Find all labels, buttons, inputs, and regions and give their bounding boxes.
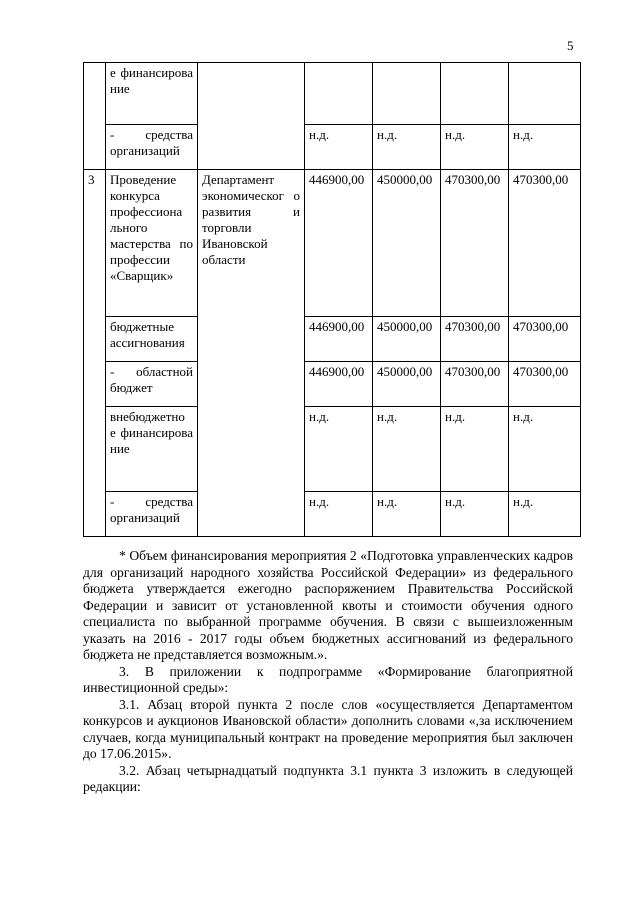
- row-name-cell: е финансирова ние: [106, 63, 198, 125]
- value-cell: 470300,00: [441, 362, 509, 407]
- value-cell: 450000,00: [373, 170, 441, 317]
- value-cell: 470300,00: [441, 170, 509, 317]
- value-cell: 470300,00: [509, 170, 581, 317]
- value-cell: н.д.: [373, 407, 441, 492]
- value-cell: н.д.: [441, 407, 509, 492]
- value-cell: н.д.: [305, 492, 373, 537]
- page-number: 5: [567, 38, 574, 53]
- value-cell: 446900,00: [305, 362, 373, 407]
- financing-table: [83, 62, 581, 537]
- value-cell: н.д.: [305, 125, 373, 170]
- row-name-cell: Проведение конкурса профессиона льного мастерства по профессии «Сварщик»: [106, 170, 198, 317]
- department-cell: Департамент экономическог о развития и торговли Ивановской области: [198, 170, 305, 537]
- value-cell: [441, 63, 509, 125]
- value-cell: 450000,00: [373, 317, 441, 362]
- amendment-paragraph-3-1: 3.1. Абзац второй пункта 2 после слов «осуществляется Департаментом конкурсов и аукционов Ивановской области» дополнить словами «,за исключением случаев, когда муниципальный контракт на проведение мероприятия был заключен до 17.06.2015».: [83, 696, 573, 761]
- value-cell: [509, 63, 581, 125]
- value-cell: н.д.: [441, 492, 509, 537]
- row-number-cell: 3: [84, 170, 106, 537]
- row-name-cell: бюджетные ассигнования: [106, 317, 198, 362]
- value-cell: н.д.: [373, 125, 441, 170]
- row-name-cell: внебюджетно е финансирова ние: [106, 407, 198, 492]
- amendment-paragraph-3: 3. В приложении к подпрограмме «Формирование благоприятной инвестиционной среды»:: [83, 663, 573, 695]
- footnote-paragraph: * Объем финансирования мероприятия 2 «Подготовка управленческих кадров для организаций народного хозяйства Российской Федерации» из федерального бюджета утверждается ежегодно распоряжением Правительства Российской Федерации и зависит от установленной квоты и стоимости обучения одного специалиста по выбранной программе обучения. В связи с вышеизложенным указать на 2016 - 2017 годы объем бюджетных ассигнований из федерального бюджета не представляется возможным.».: [83, 548, 573, 662]
- row-number-cell: [84, 63, 106, 170]
- value-cell: 450000,00: [373, 362, 441, 407]
- value-cell: [305, 63, 373, 125]
- value-cell: [373, 63, 441, 125]
- document-body: [83, 548, 573, 796]
- value-cell: 470300,00: [509, 362, 581, 407]
- table-row: [84, 170, 581, 317]
- table-row: [84, 407, 581, 492]
- row-name-cell: - областной бюджет: [106, 362, 198, 407]
- value-cell: 470300,00: [509, 317, 581, 362]
- value-cell: н.д.: [509, 492, 581, 537]
- table-row: [84, 125, 581, 170]
- value-cell: н.д.: [509, 407, 581, 492]
- row-name-cell: - средства организаций: [106, 492, 198, 537]
- value-cell: н.д.: [509, 125, 581, 170]
- table-row: [84, 362, 581, 407]
- financing-table-body: [84, 63, 581, 537]
- table-row: [84, 63, 581, 125]
- amendment-paragraph-3-2: 3.2. Абзац четырнадцатый подпункта 3.1 пункта 3 изложить в следующей редакции:: [83, 762, 573, 794]
- value-cell: н.д.: [305, 407, 373, 492]
- table-row: [84, 492, 581, 537]
- value-cell: н.д.: [441, 125, 509, 170]
- value-cell: 446900,00: [305, 170, 373, 317]
- value-cell: н.д.: [373, 492, 441, 537]
- value-cell: 470300,00: [441, 317, 509, 362]
- table-row: [84, 317, 581, 362]
- department-cell: [198, 63, 305, 170]
- value-cell: 446900,00: [305, 317, 373, 362]
- row-name-cell: - средства организаций: [106, 125, 198, 170]
